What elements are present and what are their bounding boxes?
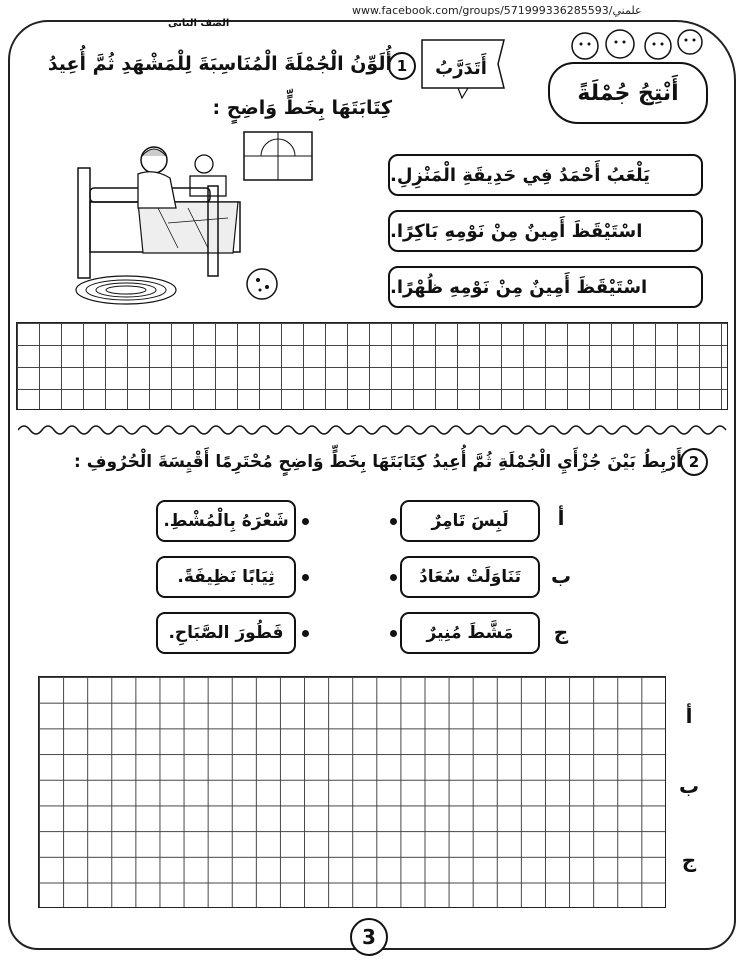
- match-dot-left-b[interactable]: [302, 574, 309, 581]
- ribbon-label: أَتَدَرَّبُ: [435, 57, 487, 79]
- pair-letter-b: ب: [550, 564, 572, 588]
- left-part-2[interactable]: [156, 556, 296, 598]
- sentence-option-2[interactable]: [388, 210, 703, 252]
- left-part-text: فَطُورَ الصَّبَاحِ.: [168, 623, 284, 643]
- left-part-1[interactable]: [156, 500, 296, 542]
- writing-grid-2[interactable]: [38, 676, 666, 908]
- exercise2-number: 2: [680, 448, 708, 476]
- pair-letter-a: أ: [557, 506, 565, 530]
- exercise2-instruction: أَرْبِطُ بَيْنَ جُزْأَيِ الْجُمْلَةِ ثُمَّ أُعِيدُ كِتَابَتَهَا بِخَطٍّ وَاضِحٍ مُحْتَرِمًا أَقْيِسَةَ الْحُرُوفِ :: [73, 452, 682, 472]
- right-part-text: تَنَاوَلَتْ سُعَادُ: [419, 567, 521, 587]
- kids-illustration-icon: [560, 22, 710, 64]
- banner-title: أَنْتِجُ جُمْلَةً: [577, 80, 679, 106]
- left-part-text: ثِيَابًا نَظِيفَةً.: [177, 567, 275, 587]
- wavy-divider: [18, 420, 730, 440]
- match-dot-right-a[interactable]: [390, 518, 397, 525]
- page-number: 3: [350, 918, 388, 956]
- left-part-3[interactable]: [156, 612, 296, 654]
- exercise1-number: 1: [388, 52, 416, 80]
- sentence-option-1[interactable]: [388, 154, 703, 196]
- sentence-text: اسْتَيْقَظَ أَمِينٌ مِنْ نَوْمِهِ بَاكِرًا.: [390, 220, 643, 242]
- match-dot-right-b[interactable]: [390, 574, 397, 581]
- right-part-a[interactable]: [400, 500, 540, 542]
- bedroom-illustration: [68, 128, 368, 308]
- sentence-option-3[interactable]: [388, 266, 703, 308]
- match-dot-left-c[interactable]: [302, 630, 309, 637]
- right-part-b[interactable]: [400, 556, 540, 598]
- right-part-text: مَشَّطَ مُنِيرٌ: [426, 623, 514, 643]
- answer-letter-a: أ: [685, 704, 693, 728]
- right-part-text: لَبِسَ تَامِرٌ: [431, 511, 509, 531]
- exercise1-instruction: أُلَوِّنُ الْجُمْلَةَ الْمُنَاسِبَةَ لِلْمَشْهَدِ ثُمَّ أُعِيدُ كِتَابَتَهَا بِخَطٍّ وَاضِحٍ :: [47, 53, 392, 119]
- match-dot-right-c[interactable]: [390, 630, 397, 637]
- left-part-text: شَعْرَهُ بِالْمُشْطِ.: [163, 511, 289, 531]
- source-url: www.facebook.com/groups/571999336285593/علمني: [352, 4, 642, 17]
- right-part-c[interactable]: [400, 612, 540, 654]
- grade-label: الصف الثانى: [168, 18, 230, 29]
- match-dot-left-a[interactable]: [302, 518, 309, 525]
- sentence-text: اسْتَيْقَظَ أَمِينٌ مِنْ نَوْمِهِ ظُهْرًا.: [390, 276, 648, 298]
- pair-letter-c: ج: [553, 620, 569, 644]
- answer-letter-b: ب: [678, 774, 700, 798]
- sentence-text: يَلْعَبُ أَحْمَدُ فِي حَدِيقَةِ الْمَنْزِلِ.: [390, 164, 650, 186]
- section-banner: [548, 62, 708, 124]
- answer-letter-c: ج: [681, 848, 697, 872]
- writing-grid-1[interactable]: [16, 322, 728, 410]
